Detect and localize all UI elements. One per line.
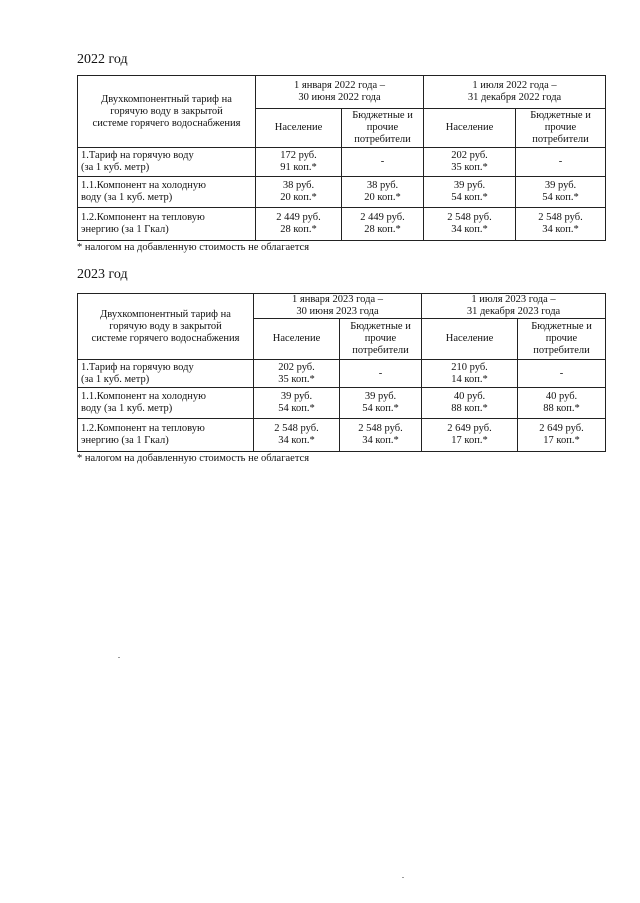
subcol-population: Население bbox=[422, 319, 518, 360]
subcol-population: Население bbox=[256, 109, 342, 148]
table-cell: - bbox=[518, 360, 606, 388]
table-row bbox=[78, 388, 606, 419]
table-corner-header: Двухкомпонентный тариф на горячую воду в закрытой системе горячего водоснабжения bbox=[78, 76, 256, 148]
table-cell: 39 руб. 54 коп.* bbox=[516, 177, 606, 208]
table-row bbox=[78, 419, 606, 452]
table-cell: 40 руб. 88 коп.* bbox=[518, 388, 606, 419]
table-cell: 38 руб. 20 коп.* bbox=[342, 177, 424, 208]
row-label: 1.2.Компонент на тепловую энергию (за 1 Гкал) bbox=[78, 419, 254, 452]
table-corner-header: Двухкомпонентный тариф на горячую воду в закрытой системе горячего водоснабжения bbox=[78, 294, 254, 360]
tariff-section-2023 bbox=[77, 265, 605, 465]
period-header-h1: 1 января 2022 года – 30 июня 2022 года bbox=[256, 76, 424, 109]
table-row bbox=[78, 208, 606, 241]
table-cell: 2 548 руб. 34 коп.* bbox=[340, 419, 422, 452]
period-header-h2: 1 июля 2023 года – 31 декабря 2023 года bbox=[422, 294, 606, 319]
scan-speck bbox=[118, 657, 120, 658]
subcol-budget: Бюджетные и прочие потребители bbox=[342, 109, 424, 148]
table-cell: 172 руб. 91 коп.* bbox=[256, 148, 342, 177]
table-cell: 202 руб. 35 коп.* bbox=[424, 148, 516, 177]
table-cell: 39 руб. 54 коп.* bbox=[424, 177, 516, 208]
table-cell: 38 руб. 20 коп.* bbox=[256, 177, 342, 208]
table-header-row bbox=[78, 76, 606, 109]
table-row bbox=[78, 177, 606, 208]
table-cell: 39 руб. 54 коп.* bbox=[254, 388, 340, 419]
tariff-table-2023 bbox=[77, 293, 606, 452]
table-row bbox=[78, 360, 606, 388]
subcol-budget: Бюджетные и прочие потребители bbox=[516, 109, 606, 148]
row-label: 1.1.Компонент на холодную воду (за 1 куб. метр) bbox=[78, 177, 256, 208]
table-cell: 2 649 руб. 17 коп.* bbox=[422, 419, 518, 452]
table-cell: - bbox=[516, 148, 606, 177]
subcol-budget: Бюджетные и прочие потребители bbox=[340, 319, 422, 360]
table-cell: 2 649 руб. 17 коп.* bbox=[518, 419, 606, 452]
year-title: 2022 год bbox=[77, 52, 128, 67]
table-cell: 2 548 руб. 34 коп.* bbox=[254, 419, 340, 452]
table-cell: 2 548 руб. 34 коп.* bbox=[516, 208, 606, 241]
row-label: 1.2.Компонент на тепловую энергию (за 1 Гкал) bbox=[78, 208, 256, 241]
row-label: 1.Тариф на горячую воду (за 1 куб. метр) bbox=[78, 360, 254, 388]
period-header-h1: 1 января 2023 года – 30 июня 2023 года bbox=[254, 294, 422, 319]
table-cell: 39 руб. 54 коп.* bbox=[340, 388, 422, 419]
scan-speck bbox=[402, 877, 404, 878]
table-cell: 2 449 руб. 28 коп.* bbox=[256, 208, 342, 241]
table-cell: - bbox=[340, 360, 422, 388]
table-header-row bbox=[78, 294, 606, 319]
table-cell: 210 руб. 14 коп.* bbox=[422, 360, 518, 388]
tariff-section-2022 bbox=[77, 50, 605, 254]
table-row bbox=[78, 148, 606, 177]
period-header-h2: 1 июля 2022 года – 31 декабря 2022 года bbox=[424, 76, 606, 109]
table-cell: - bbox=[342, 148, 424, 177]
footnote: * налогом на добавленную стоимость не облагается bbox=[77, 242, 310, 253]
subcol-budget: Бюджетные и прочие потребители bbox=[518, 319, 606, 360]
footnote: * налогом на добавленную стоимость не облагается bbox=[77, 453, 310, 464]
subcol-population: Население bbox=[424, 109, 516, 148]
table-cell: 202 руб. 35 коп.* bbox=[254, 360, 340, 388]
subcol-population: Население bbox=[254, 319, 340, 360]
tariff-table-2022 bbox=[77, 75, 606, 241]
table-cell: 2 449 руб. 28 коп.* bbox=[342, 208, 424, 241]
table-cell: 2 548 руб. 34 коп.* bbox=[424, 208, 516, 241]
table-cell: 40 руб. 88 коп.* bbox=[422, 388, 518, 419]
row-label: 1.1.Компонент на холодную воду (за 1 куб. метр) bbox=[78, 388, 254, 419]
year-title: 2023 год bbox=[77, 267, 128, 282]
row-label: 1.Тариф на горячую воду (за 1 куб. метр) bbox=[78, 148, 256, 177]
